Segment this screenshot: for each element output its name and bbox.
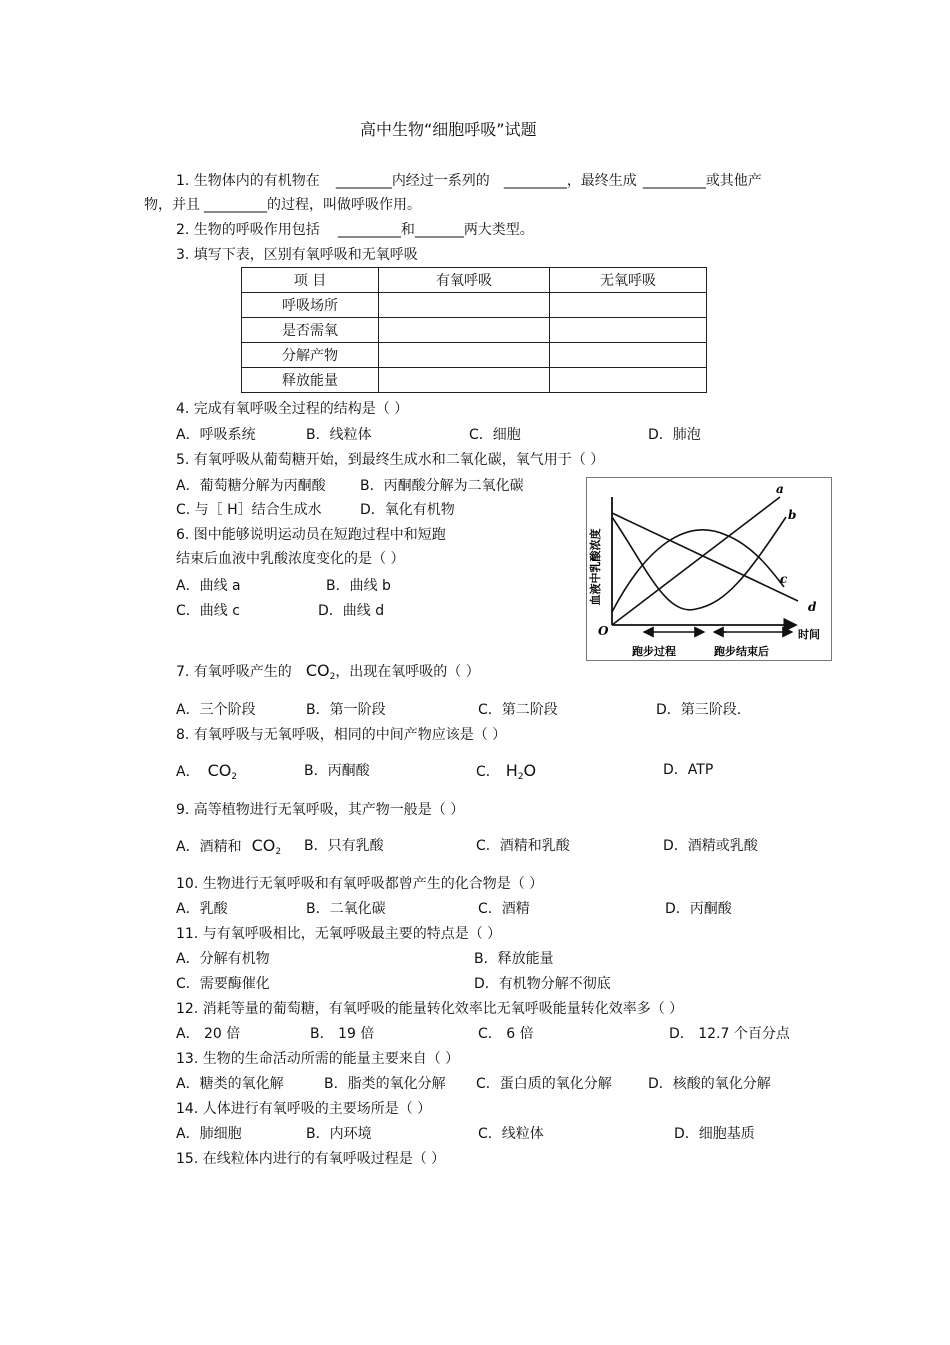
q1-blank-4: _________ bbox=[204, 197, 267, 213]
table-answer-cell[interactable] bbox=[379, 318, 550, 343]
q1-text-d: 或其他产 bbox=[705, 173, 762, 189]
q4-option-a: A．呼吸系统 bbox=[176, 427, 256, 443]
q2-text-b: 和 bbox=[400, 222, 415, 238]
q8-option-c-label: C． bbox=[476, 764, 500, 780]
table-row-label: 呼吸场所 bbox=[242, 293, 379, 318]
table-header-cell: 有氧呼吸 bbox=[379, 268, 550, 293]
table-row-label: 释放能量 bbox=[242, 368, 379, 393]
question-5: 5. 有氧呼吸从葡萄糖开始，到最终生成水和二氧化碳，氧气用于（ ） bbox=[176, 452, 605, 468]
q7-formula-co: CO bbox=[305, 661, 330, 680]
q10-option-b: B．二氧化碳 bbox=[306, 901, 386, 917]
curve-label-d: d bbox=[808, 600, 817, 614]
q14-option-a: A．肺细胞 bbox=[176, 1126, 242, 1142]
table-row bbox=[242, 318, 707, 343]
q13-option-b: B．脂类的氧化分解 bbox=[324, 1076, 446, 1092]
q1-text-b: 内经过一系列的 bbox=[391, 173, 490, 189]
curve-b bbox=[612, 517, 786, 610]
q4-option-c: C．细胞 bbox=[469, 427, 521, 443]
q12-option-d: D． 12.7 个百分点 bbox=[669, 1026, 790, 1042]
q6-option-d: D．曲线 d bbox=[318, 603, 385, 619]
curve-label-c: c bbox=[780, 572, 788, 586]
q7-option-b: B．第一阶段 bbox=[306, 702, 386, 718]
q8-option-b: B．丙酮酸 bbox=[304, 763, 370, 779]
question-3: 3. 填写下表，区别有氧呼吸和无氧呼吸 bbox=[176, 247, 418, 263]
q12-option-c: C． 6 倍 bbox=[478, 1026, 534, 1042]
q11-option-c: C．需要酶催化 bbox=[176, 976, 270, 992]
q11-option-d: D．有机物分解不彻底 bbox=[474, 976, 611, 992]
q11-option-b: B．释放能量 bbox=[474, 951, 554, 967]
x-axis-label: 时间 bbox=[798, 628, 820, 641]
q8-option-a-sub: 2 bbox=[231, 772, 238, 782]
q13-option-a: A．糖类的氧化解 bbox=[176, 1076, 284, 1092]
phase-label-after: 跑步结束后 bbox=[714, 645, 769, 658]
y-axis-label: 血液中乳酸浓度 bbox=[589, 528, 602, 606]
table-header-cell: 项 目 bbox=[242, 268, 379, 293]
q14-option-c: C．线粒体 bbox=[478, 1126, 544, 1142]
question-1-line-1 bbox=[176, 172, 762, 190]
q5-option-c: C. 与［ H］结合生成水 bbox=[176, 502, 322, 518]
table-answer-cell[interactable] bbox=[379, 343, 550, 368]
question-13: 13. 生物的生命活动所需的能量主要来自（ ） bbox=[176, 1051, 460, 1067]
q13-option-d: D．核酸的氧化分解 bbox=[648, 1076, 771, 1092]
q9-option-a-sub: 2 bbox=[275, 847, 282, 857]
table-row bbox=[242, 343, 707, 368]
origin-label: O bbox=[598, 624, 609, 638]
table-answer-cell[interactable] bbox=[550, 318, 707, 343]
question-6-line-1: 6. 图中能够说明运动员在短跑过程中和短跑 bbox=[176, 527, 446, 543]
curve-label-b: b bbox=[788, 508, 797, 522]
question-4: 4. 完成有氧呼吸全过程的结构是（ ） bbox=[176, 401, 409, 417]
q1-blank-1: ________ bbox=[335, 173, 392, 189]
question-15: 15. 在线粒体内进行的有氧呼吸过程是（ ） bbox=[176, 1151, 446, 1167]
question-7 bbox=[176, 662, 480, 686]
question-1-line-2 bbox=[144, 196, 421, 214]
q5-option-d: D．氧化有机物 bbox=[360, 502, 455, 518]
question-9: 9. 高等植物进行无氧呼吸，其产物一般是（ ） bbox=[176, 802, 465, 818]
table-answer-cell[interactable] bbox=[379, 368, 550, 393]
table-answer-cell[interactable] bbox=[550, 368, 707, 393]
curve-c bbox=[612, 530, 784, 612]
q8-option-c-o: O bbox=[523, 761, 537, 780]
table-header-row bbox=[242, 268, 707, 293]
q8-option-d: D．ATP bbox=[663, 762, 714, 778]
q8-option-a-label: A． bbox=[176, 764, 200, 780]
q6-option-c: C．曲线 c bbox=[176, 603, 240, 619]
q1-text-a: 1. 生物体内的有机物在 bbox=[176, 173, 320, 189]
q1-text-f: 的过程，叫做呼吸作用。 bbox=[267, 197, 421, 213]
question-2 bbox=[176, 221, 534, 239]
q6-option-a: A．曲线 a bbox=[176, 578, 241, 594]
q4-option-d: D．肺泡 bbox=[648, 427, 701, 443]
question-10: 10. 生物进行无氧呼吸和有氧呼吸都曾产生的化合物是（ ） bbox=[176, 876, 544, 892]
q2-blank-1: _________ bbox=[337, 222, 401, 238]
comparison-table bbox=[241, 267, 707, 393]
question-6-line-2: 结束后血液中乳酸浓度变化的是（ ） bbox=[176, 551, 405, 567]
table-answer-cell[interactable] bbox=[550, 343, 707, 368]
q1-blank-2: _________ bbox=[503, 173, 567, 189]
table-answer-cell[interactable] bbox=[550, 293, 707, 318]
q14-option-b: B．内环境 bbox=[306, 1126, 372, 1142]
q14-option-d: D．细胞基质 bbox=[674, 1126, 755, 1142]
q1-blank-3: _________ bbox=[642, 173, 706, 189]
q7-option-c: C．第二阶段 bbox=[478, 702, 558, 718]
q11-option-a: A．分解有机物 bbox=[176, 951, 270, 967]
table-header-cell: 无氧呼吸 bbox=[550, 268, 707, 293]
table-row-label: 是否需氧 bbox=[242, 318, 379, 343]
q7-option-a: A．三个阶段 bbox=[176, 702, 256, 718]
q9-option-a bbox=[176, 837, 281, 861]
curve-label-a: a bbox=[776, 482, 784, 496]
q5-option-a: A．葡萄糖分解为丙酮酸 bbox=[176, 478, 326, 494]
q7-text-a: 7. 有氧呼吸产生的 bbox=[176, 664, 292, 680]
q2-text-c: 两大类型。 bbox=[463, 222, 534, 238]
q2-text-a: 2. 生物的呼吸作用包括 bbox=[176, 222, 320, 238]
q8-option-a-co: CO bbox=[207, 761, 232, 780]
q9-option-b: B．只有乳酸 bbox=[304, 838, 384, 854]
q9-option-d: D．酒精或乳酸 bbox=[663, 838, 758, 854]
q10-option-d: D．丙酮酸 bbox=[665, 901, 732, 917]
curve-d bbox=[612, 513, 798, 601]
q10-option-a: A．乳酸 bbox=[176, 901, 228, 917]
q9-option-c: C．酒精和乳酸 bbox=[476, 838, 570, 854]
q9-option-a-text: A．酒精和 bbox=[176, 839, 242, 855]
q12-option-a: A． 20 倍 bbox=[176, 1026, 241, 1042]
table-row bbox=[242, 368, 707, 393]
phase-label-running: 跑步过程 bbox=[632, 645, 676, 658]
question-8: 8. 有氧呼吸与无氧呼吸，相同的中间产物应该是（ ） bbox=[176, 727, 507, 743]
q13-option-c: C．蛋白质的氧化分解 bbox=[476, 1076, 612, 1092]
q4-option-b: B．线粒体 bbox=[306, 427, 372, 443]
question-12: 12. 消耗等量的葡萄糖，有氧呼吸的能量转化效率比无氧呼吸能量转化效率多（ ） bbox=[176, 1001, 684, 1017]
graph-frame bbox=[587, 478, 832, 661]
q1-text-e: 物，并且 bbox=[144, 197, 200, 213]
table-answer-cell[interactable] bbox=[379, 293, 550, 318]
q8-option-c-sub: 2 bbox=[517, 772, 524, 782]
q5-option-b: B．丙酮酸分解为二氧化碳 bbox=[360, 478, 524, 494]
q10-option-c: C．酒精 bbox=[478, 901, 530, 917]
q7-formula-sub: 2 bbox=[329, 672, 336, 682]
q6-option-b: B．曲线 b bbox=[326, 578, 391, 594]
q8-option-c-h: H bbox=[505, 761, 518, 780]
question-11: 11. 与有氧呼吸相比，无氧呼吸最主要的特点是（ ） bbox=[176, 926, 502, 942]
q7-option-d: D．第三阶段. bbox=[656, 702, 742, 718]
lactic-acid-graph bbox=[586, 477, 832, 661]
q2-blank-2: _______ bbox=[414, 222, 464, 238]
q7-text-b: ，出现在氧呼吸的（ ） bbox=[335, 664, 480, 680]
q12-option-b: B． 19 倍 bbox=[310, 1026, 375, 1042]
table-row-label: 分解产物 bbox=[242, 343, 379, 368]
page-title: 高中生物“细胞呼吸”试题 bbox=[360, 120, 537, 139]
q8-option-a bbox=[176, 762, 237, 786]
q8-option-c bbox=[476, 762, 536, 786]
table-row bbox=[242, 293, 707, 318]
q9-option-a-co: CO bbox=[251, 836, 276, 855]
q1-text-c: ，最终生成 bbox=[566, 173, 637, 189]
question-14: 14. 人体进行有氧呼吸的主要场所是（ ） bbox=[176, 1101, 432, 1117]
